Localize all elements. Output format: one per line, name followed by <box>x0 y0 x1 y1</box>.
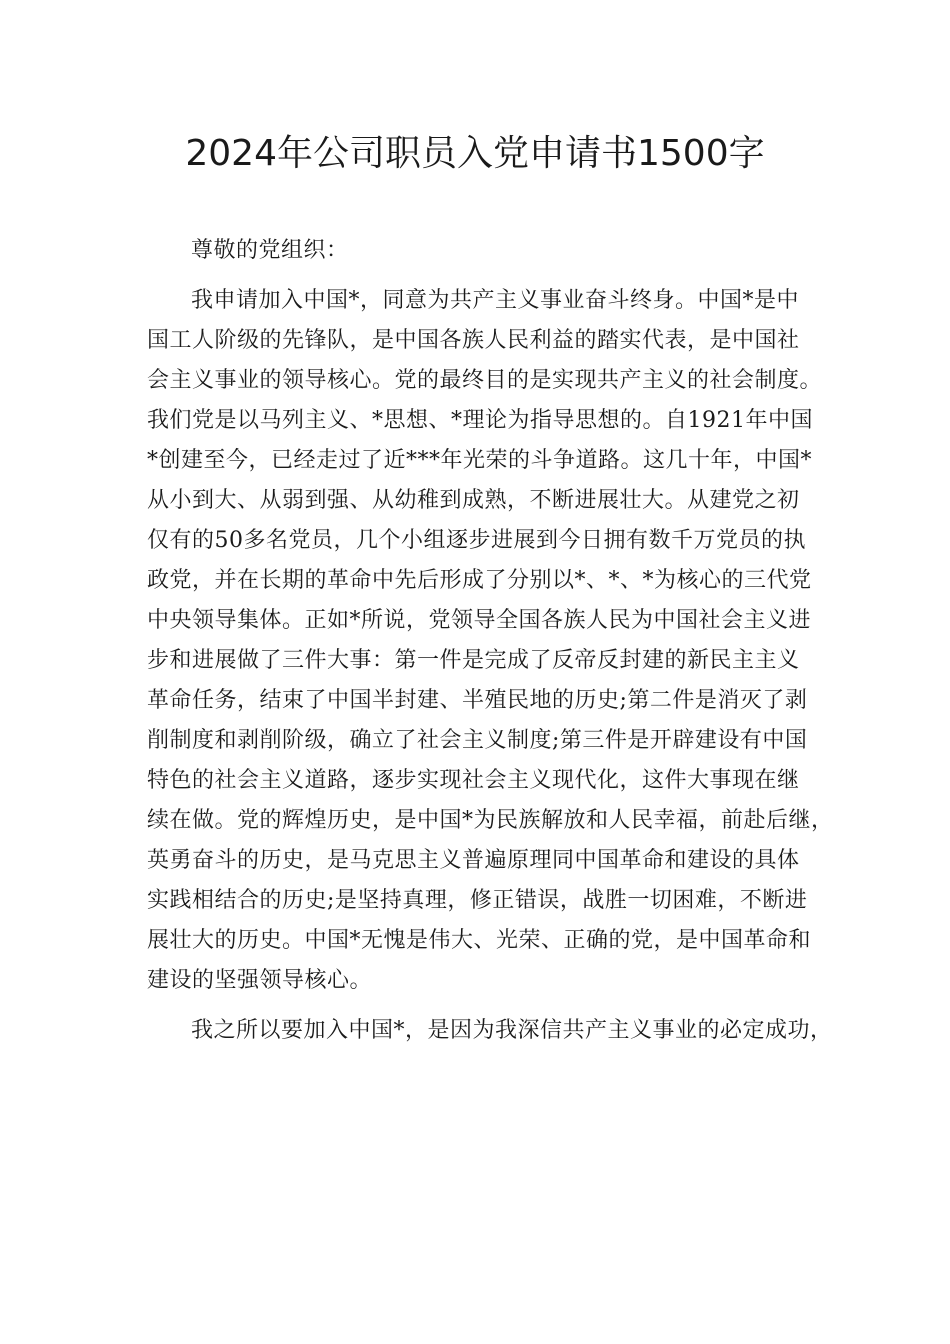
paragraph-line: 我之所以要加入中国*，是因为我深信共产主义事业的必定成功， <box>191 1018 833 1043</box>
paragraph-line: 会主义事业的领导核心。党的最终目的是实现共产主义的社会制度。 <box>147 368 823 393</box>
paragraph-line: *创建至今，已经走过了近***年光荣的斗争道路。这几十年，中国* <box>147 448 813 473</box>
paragraph-line: 从小到大、从弱到强、从幼稚到成熟，不断进展壮大。从建党之初 <box>147 488 800 513</box>
salutation: 尊敬的党组织： <box>191 238 349 263</box>
paragraph-2 <box>147 1011 833 1051</box>
paragraph-line: 削制度和剥削阶级，确立了社会主义制度;第三件是开辟建设有中国 <box>147 728 808 753</box>
paragraph-line: 续在做。党的辉煌历史，是中国*为民族解放和人民幸福，前赴后继， <box>147 808 834 833</box>
paragraph-line: 步和进展做了三件大事：第一件是完成了反帝反封建的新民主主义 <box>147 648 800 673</box>
paragraph-line: 我们党是以马列主义、*思想、*理论为指导思想的。自1921年中国 <box>147 408 813 433</box>
paragraph-line: 我申请加入中国*，同意为共产主义事业奋斗终身。中国*是中 <box>191 288 800 313</box>
paragraph-line: 英勇奋斗的历史，是马克思主义普遍原理同中国革命和建设的具体 <box>147 848 800 873</box>
paragraph-line: 革命任务，结束了中国半封建、半殖民地的历史;第二件是消灭了剥 <box>147 688 808 713</box>
paragraph-line: 实践相结合的历史;是坚持真理，修正错误，战胜一切困难，不断进 <box>147 888 808 913</box>
paragraph-line: 建设的坚强领导核心。 <box>147 968 373 993</box>
paragraph-line: 中央领导集体。正如*所说，党领导全国各族人民为中国社会主义进 <box>147 608 812 633</box>
paragraph-line: 仅有的50多名党员，几个小组逐步进展到今日拥有数千万党员的执 <box>147 528 806 553</box>
paragraph-line: 政党，并在长期的革命中先后形成了分别以*、*、*为核心的三代党 <box>147 568 812 593</box>
paragraph-line: 国工人阶级的先锋队，是中国各族人民利益的踏实代表，是中国社 <box>147 328 800 353</box>
document-title: 2024年公司职员入党申请书1500字 <box>185 133 765 174</box>
paragraph-line: 特色的社会主义道路，逐步实现社会主义现代化，这件大事现在继 <box>147 768 800 793</box>
paragraph-line: 展壮大的历史。中国*无愧是伟大、光荣、正确的党，是中国革命和 <box>147 928 812 953</box>
document-body <box>147 231 834 1051</box>
paragraph-1 <box>147 281 834 1001</box>
